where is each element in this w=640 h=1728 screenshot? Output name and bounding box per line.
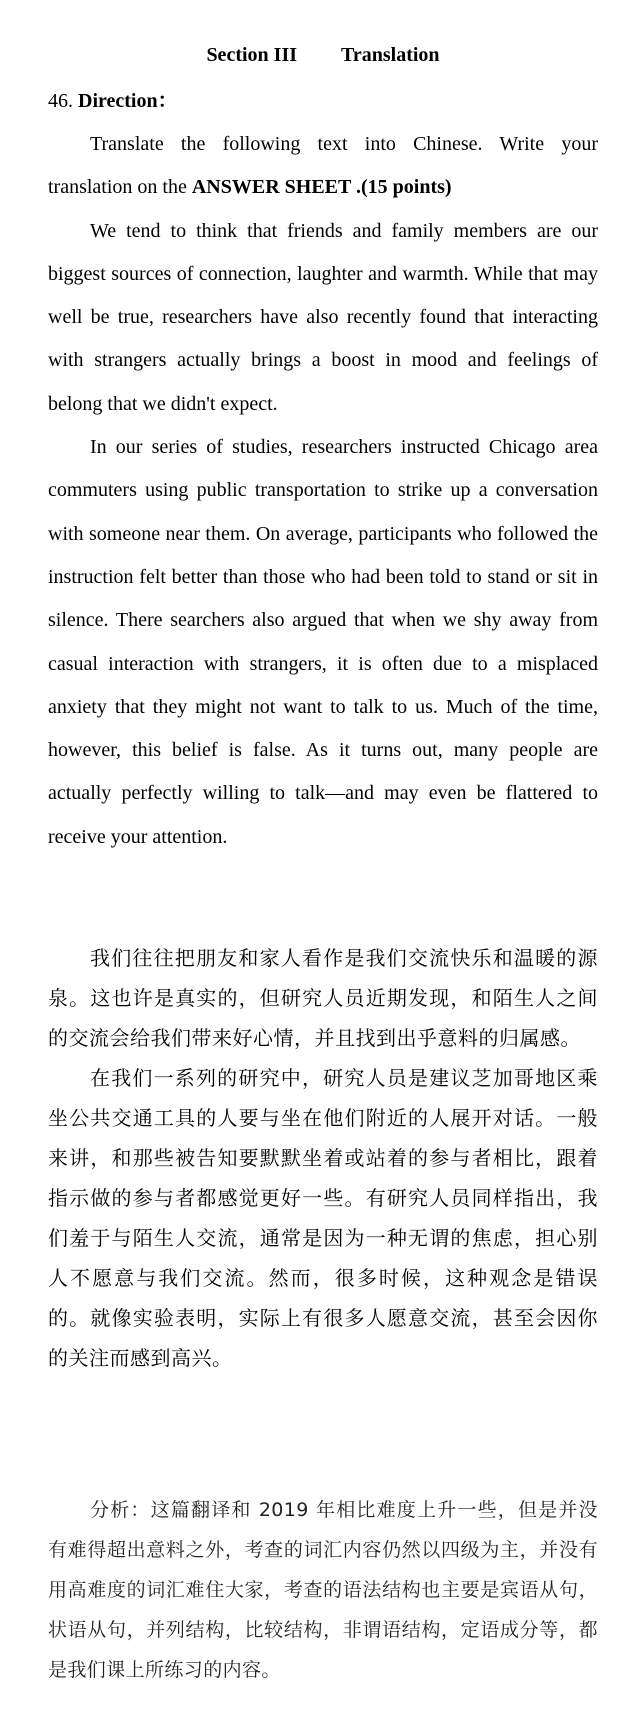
passage-paragraph-1: We tend to think that friends and family members are our biggest sources of connection, laughter and warmth. While that may well be true, researchers have also recently found that interacting with strangers actually brings a boost in mood and feelings of belong that we didn't expect.	[48, 219, 598, 415]
passage-paragraph-2: In our series of studies, researchers instructed Chicago area commuters using public transportation to strike up a conversation with someone near them. On average, participants who followed the instruction felt better than those who had been told to stand or sit in silence. There searchers also argued that when we shy away from casual interaction with strangers, it is often due to a misplaced anxiety that they might not want to talk to us. Much of the time, however, this belief is false. As it turns out, many people are actually perfectly willing to talk—and may even be flattered to receive your attention.	[48, 436, 598, 848]
section-heading	[48, 30, 598, 80]
question-direction	[48, 80, 598, 123]
question-number: 46.	[48, 90, 73, 112]
instruction-paragraph	[48, 123, 598, 210]
chinese-translation	[48, 938, 598, 1378]
english-section	[48, 30, 598, 859]
translation-paragraph-1: 我们往往把朋友和家人看作是我们交流快乐和温暖的源泉。这也许是真实的，但研究人员近期发现，和陌生人之间的交流会给我们带来好心情，并且找到出乎意料的归属感。	[48, 946, 598, 1050]
instruction-answer-sheet: ANSWER SHEET .(15 points)	[191, 176, 452, 199]
section-label: Section III	[206, 44, 298, 66]
analysis-section	[48, 1490, 598, 1690]
instruction-text: Translate the following text into Chinese. Write your translation on the	[48, 133, 598, 199]
section-title: Translation	[341, 44, 440, 66]
analysis-paragraph: 分析：这篇翻译和 2019 年相比难度上升一些，但是并没有难得超出意料之外，考查的词汇内容仍然以四级为主，并没有用高难度的词汇难住大家，考查的语法结构也主要是宾语从句，状语从句，并列结构，比较结构，非谓语结构，定语成分等，都是我们课上所练习的内容。	[48, 1499, 598, 1681]
translation-paragraph-2: 在我们一系列的研究中，研究人员是建议芝加哥地区乘坐公共交通工具的人要与坐在他们附近的人展开对话。一般来讲，和那些被告知要默默坐着或站着的参与者相比，跟着指示做的参与者都感觉更好一些。有研究人员同样指出，我们羞于与陌生人交流，通常是因为一种无谓的焦虑，担心别人不愿意与我们交流。然而，很多时候，这种观念是错误的。就像实验表明，实际上有很多人愿意交流，甚至会因你的关注而感到高兴。	[48, 1066, 598, 1370]
direction-label: Direction：	[78, 90, 178, 112]
